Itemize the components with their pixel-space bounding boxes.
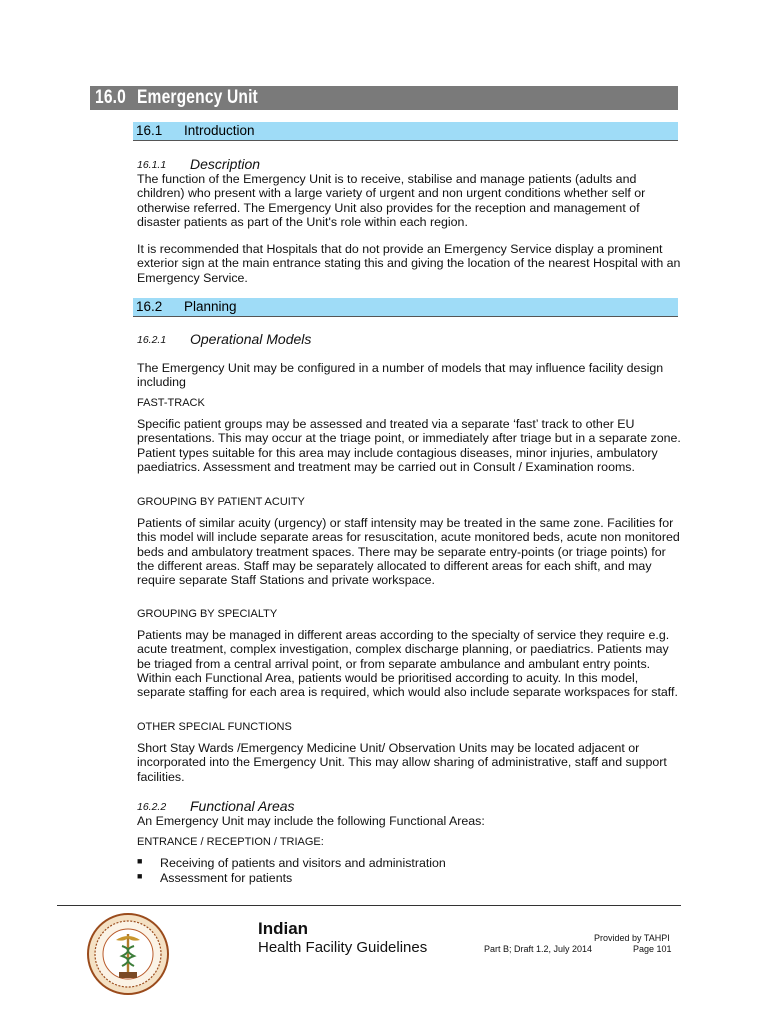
specialty-heading: GROUPING BY SPECIALTY: [137, 608, 278, 620]
chapter-title: Emergency Unit: [137, 87, 258, 108]
bullet-square-icon: ■: [137, 856, 143, 866]
footer-provided-by: Provided by TAHPI: [594, 933, 670, 943]
acuity-paragraph: Patients of similar acuity (urgency) or staff intensity may be treated in the same zone. Facilities for this model will include separate areas for resuscitation, acute monitored beds, acute non monitored beds and ambulatory treatment spaces. There may be separate entry-points (or triage points) for the different areas. Staff may be separately allocated to different areas for each shift, and may require separate Staff Stations and private workspace.: [137, 516, 680, 588]
footer-divider: [57, 905, 681, 906]
subheading-title: Description: [190, 156, 261, 172]
footer-draft-info: Part B; Draft 1.2, July 2014: [484, 944, 593, 954]
chapter-header-bar: [90, 86, 678, 110]
models-intro-paragraph: The Emergency Unit may be configured in a number of models that may influence facility design including: [137, 361, 664, 390]
seal-logo-icon: [86, 912, 170, 996]
specialty-paragraph: Patients may be managed in different areas according to the specialty of service they require e.g. acute treatment, complex investigation, complex discharge planning, or paediatrics. Patients may be triaged from a central arrival point, or from separate ambulance and ambulant entry points. Within each Functional Area, patients would be prioritised according to acuity. In this model, separate staffing for each area is required, which would also include separate workspaces for staff.: [137, 628, 678, 700]
footer-page-number: Page 101: [633, 944, 672, 954]
bullet-text: Assessment for patients: [160, 871, 293, 885]
section-number: 16.1: [136, 123, 163, 138]
subheading-title: Functional Areas: [190, 798, 295, 814]
subheading-number: 16.1.1: [137, 159, 167, 171]
section-number: 16.2: [136, 299, 163, 314]
section-title: Planning: [184, 299, 237, 314]
entrance-heading: ENTRANCE / RECEPTION / TRIAGE:: [137, 836, 324, 848]
section-planning-bar: [133, 298, 678, 317]
subheading-number: 16.2.1: [137, 334, 167, 346]
section-title: Introduction: [184, 123, 255, 138]
functional-intro-paragraph: An Emergency Unit may include the following Functional Areas:: [137, 814, 485, 828]
description-paragraph-1: The function of the Emergency Unit is to receive, stabilise and manage patients (adults and children) who present with a large variety of urgent and non urgent conditions whether self or otherwise referred. The Emergency Unit also provides for the reception and management of disaster patients as part of the Unit's role within each region.: [137, 172, 646, 229]
subheading-title: Operational Models: [190, 331, 312, 347]
bullet-text: Receiving of patients and visitors and administration: [160, 856, 446, 870]
special-functions-paragraph: Short Stay Wards /Emergency Medicine Unit/ Observation Units may be located adjacent or incorporated into the Emergency Unit. This may allow sharing of administrative, staff and support facilities.: [137, 741, 667, 784]
special-functions-heading: OTHER SPECIAL FUNCTIONS: [137, 721, 292, 733]
acuity-heading: GROUPING BY PATIENT ACUITY: [137, 496, 305, 508]
description-paragraph-2: It is recommended that Hospitals that do not provide an Emergency Service display a prominent exterior sign at the main entrance stating this and giving the location of the nearest Hospital with an Emergency Service.: [137, 242, 681, 285]
footer-subtitle: Health Facility Guidelines: [258, 939, 428, 956]
section-introduction-bar: [133, 122, 678, 141]
subheading-number: 16.2.2: [137, 801, 167, 813]
fast-track-paragraph: Specific patient groups may be assessed and treated via a separate ‘fast’ track to other EU presentations. This may occur at the triage point, or immediately after triage but in a separate zone. Patient types suitable for this area may include contagious diseases, minor injuries, ambulatory paediatrics. Assessment and treatment may be carried out in Consult / Examination rooms.: [137, 417, 681, 474]
footer-title: Indian: [258, 919, 309, 938]
bullet-square-icon: ■: [137, 871, 143, 881]
chapter-number: 16.0: [95, 87, 126, 108]
fast-track-heading: FAST-TRACK: [137, 397, 205, 409]
